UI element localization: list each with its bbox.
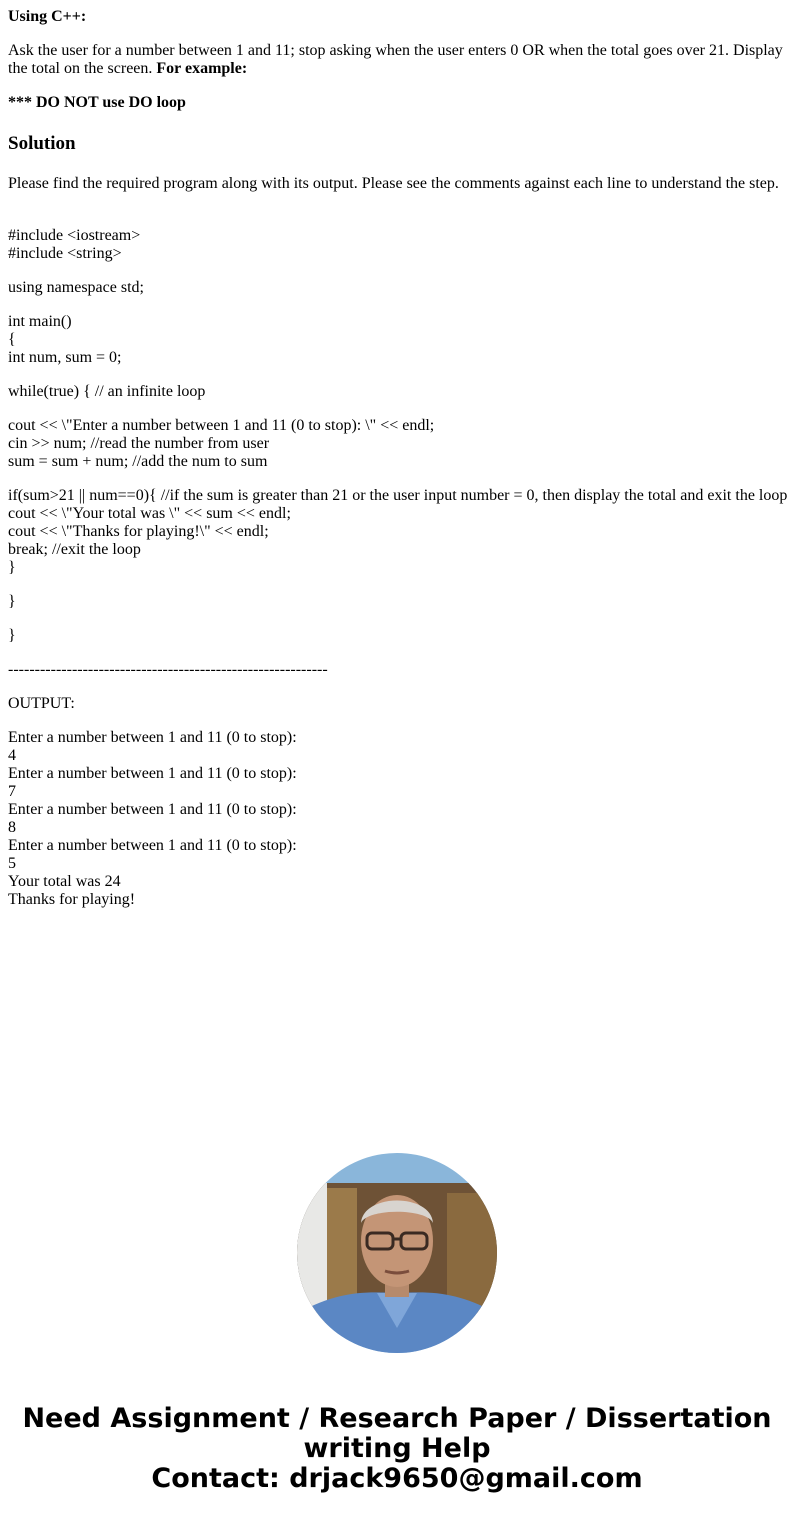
code-line: cout << \"Enter a number between 1 and 11 (0 to stop): \" << endl; bbox=[8, 417, 435, 434]
code-block bbox=[8, 627, 788, 645]
code-line: int num, sum = 0; bbox=[8, 349, 122, 366]
promo-line-2: writing Help bbox=[303, 1433, 491, 1464]
output-line: 7 bbox=[8, 783, 16, 800]
promo-line-3: Contact: drjack9650@gmail.com bbox=[151, 1463, 643, 1494]
question-text-main: Ask the user for a number between 1 and 11; stop asking when the user enters 0 OR when the total goes over 21. Display the total on the screen. bbox=[8, 42, 783, 77]
question-note: *** DO NOT use DO loop bbox=[8, 94, 186, 111]
output-line: Enter a number between 1 and 11 (0 to stop): bbox=[8, 801, 297, 818]
code-line: } bbox=[8, 559, 16, 576]
code-line: #include <iostream> bbox=[8, 227, 141, 244]
code-line: cout << \"Thanks for playing!\" << endl; bbox=[8, 523, 269, 540]
code-block bbox=[8, 417, 788, 471]
output-line: Thanks for playing! bbox=[8, 891, 136, 908]
question-heading: Using C++: bbox=[8, 8, 87, 25]
code-block bbox=[8, 279, 788, 297]
output-line: Enter a number between 1 and 11 (0 to stop): bbox=[8, 837, 297, 854]
code-line: if(sum>21 || num==0){ //if the sum is greater than 21 or the user input number = 0, then display the total and exit the loop bbox=[8, 487, 788, 504]
code-line: cout << \"Your total was \" << sum << endl; bbox=[8, 505, 291, 522]
question-text bbox=[8, 42, 788, 78]
code-line: } bbox=[8, 593, 16, 610]
solution-title: Solution bbox=[8, 133, 76, 154]
author-photo bbox=[297, 1153, 497, 1353]
code-line: sum = sum + num; //add the num to sum bbox=[8, 453, 268, 470]
separator: ------------------------------------------------------------ bbox=[8, 661, 328, 678]
code-block bbox=[8, 593, 788, 611]
code-line: while(true) { // an infinite loop bbox=[8, 383, 206, 400]
output-line: 5 bbox=[8, 855, 16, 872]
code-line: { bbox=[8, 331, 16, 348]
code-line: } bbox=[8, 627, 16, 644]
document-body bbox=[8, 8, 788, 909]
code-line: break; //exit the loop bbox=[8, 541, 141, 558]
code-line: int main() bbox=[8, 313, 72, 330]
code-line: cin >> num; //read the number from user bbox=[8, 435, 270, 452]
output-line: Enter a number between 1 and 11 (0 to stop): bbox=[8, 765, 297, 782]
solution-intro: Please find the required program along with its output. Please see the comments against each line to understand the step. bbox=[8, 175, 779, 192]
code-listing bbox=[8, 227, 788, 645]
output-line: 4 bbox=[8, 747, 16, 764]
program-output bbox=[8, 729, 788, 909]
promo-banner bbox=[0, 1404, 794, 1494]
output-line: Enter a number between 1 and 11 (0 to stop): bbox=[8, 729, 297, 746]
output-label: OUTPUT: bbox=[8, 695, 75, 712]
output-line: Your total was 24 bbox=[8, 873, 121, 890]
output-line: 8 bbox=[8, 819, 16, 836]
promo-line-1: Need Assignment / Research Paper / Dissertation bbox=[22, 1403, 772, 1434]
code-block bbox=[8, 227, 788, 263]
code-block bbox=[8, 313, 788, 367]
code-block bbox=[8, 487, 788, 577]
question-text-example: For example: bbox=[156, 60, 248, 77]
code-block bbox=[8, 383, 788, 401]
code-line: #include <string> bbox=[8, 245, 122, 262]
code-line: using namespace std; bbox=[8, 279, 144, 296]
